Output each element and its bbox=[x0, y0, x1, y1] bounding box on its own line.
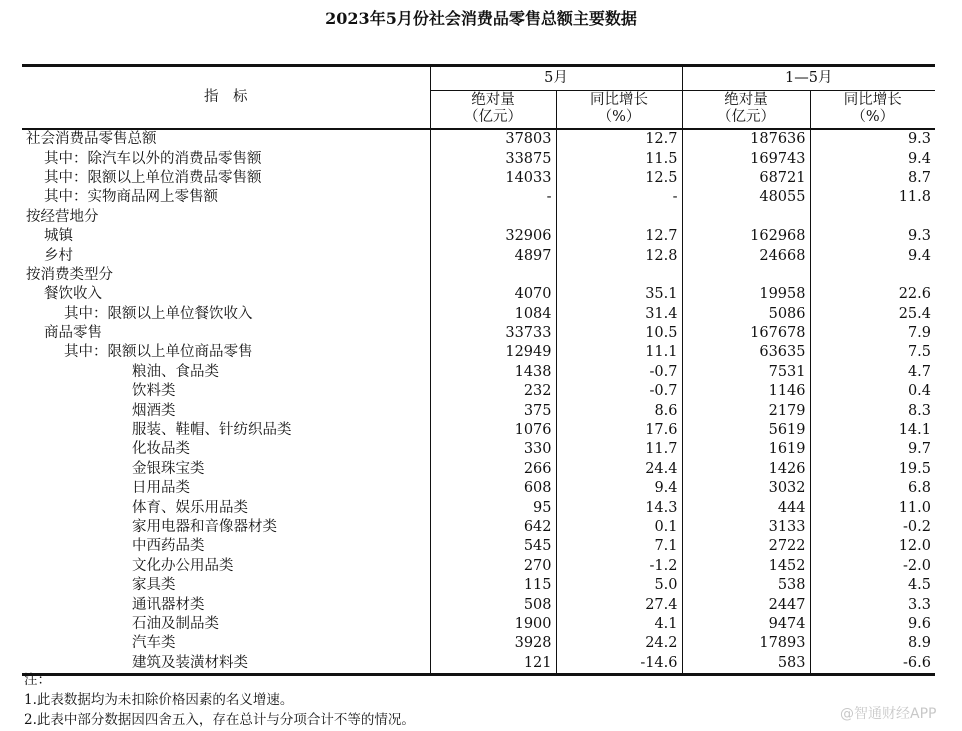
may-yoy-cell: 24.2 bbox=[556, 634, 682, 653]
notes bbox=[24, 670, 415, 730]
table-row bbox=[22, 343, 935, 362]
ytd-yoy-cell: 8.9 bbox=[810, 634, 935, 653]
ytd-yoy-header bbox=[810, 91, 935, 130]
row-label: 体育、娱乐用品类 bbox=[132, 499, 248, 516]
header-line: 绝对量 bbox=[724, 92, 768, 108]
ytd-absolute-cell: 9474 bbox=[682, 615, 810, 634]
may-yoy-cell: -0.7 bbox=[556, 363, 682, 382]
header-unit: （%） bbox=[851, 109, 895, 125]
ytd-yoy-cell: 19.5 bbox=[810, 460, 935, 479]
ytd-yoy-cell: 0.4 bbox=[810, 382, 935, 401]
may-absolute-cell: 121 bbox=[430, 654, 556, 675]
row-label: 其中：除汽车以外的消费品零售额 bbox=[44, 150, 262, 167]
row-label: 家用电器和音像器材类 bbox=[132, 519, 277, 535]
may-absolute-cell: 14033 bbox=[430, 169, 556, 188]
row-label: 饮料类 bbox=[132, 383, 176, 400]
table-row bbox=[22, 208, 935, 227]
may-yoy-cell: 8.6 bbox=[556, 401, 682, 420]
may-absolute-cell: 375 bbox=[430, 401, 556, 420]
ytd-absolute-cell: 1619 bbox=[682, 440, 810, 459]
ytd-yoy-cell bbox=[810, 208, 935, 227]
ytd-absolute-cell: 24668 bbox=[682, 246, 810, 265]
row-label: 商品零售 bbox=[44, 325, 102, 342]
ytd-yoy-cell: 7.5 bbox=[810, 343, 935, 362]
ytd-yoy-cell: 4.5 bbox=[810, 576, 935, 595]
ytd-yoy-cell: 14.1 bbox=[810, 421, 935, 440]
table-row bbox=[22, 227, 935, 246]
table-row bbox=[22, 169, 935, 188]
row-label: 家具类 bbox=[132, 577, 176, 594]
ytd-yoy-cell: -6.6 bbox=[810, 654, 935, 675]
ytd-absolute-cell: 169743 bbox=[682, 149, 810, 168]
ytd-yoy-cell: 8.7 bbox=[810, 169, 935, 188]
may-yoy-cell: -1.2 bbox=[556, 557, 682, 576]
table-row bbox=[22, 421, 935, 440]
ytd-yoy-cell: 3.3 bbox=[810, 595, 935, 614]
table-row bbox=[22, 266, 935, 285]
ytd-yoy-cell: 11.0 bbox=[810, 498, 935, 517]
may-yoy-cell: 14.3 bbox=[556, 498, 682, 517]
note-item: 1.此表数据均为未扣除价格因素的名义增速。 bbox=[24, 692, 294, 708]
table-row bbox=[22, 149, 935, 168]
ytd-yoy-cell: 12.0 bbox=[810, 537, 935, 556]
table-row bbox=[22, 615, 935, 634]
row-label: 服装、鞋帽、针纺织品类 bbox=[132, 422, 292, 439]
table-row bbox=[22, 537, 935, 556]
row-label: 石油及制品类 bbox=[132, 615, 219, 632]
table-row bbox=[22, 595, 935, 614]
page-title: 2023年5月份社会消费品零售总额主要数据 bbox=[325, 9, 637, 28]
table-row bbox=[22, 634, 935, 653]
ytd-yoy-cell: 25.4 bbox=[810, 305, 935, 324]
may-absolute-cell: 508 bbox=[430, 595, 556, 614]
row-label: 汽车类 bbox=[132, 635, 176, 652]
ytd-yoy-cell: -0.2 bbox=[810, 518, 935, 537]
row-label: 文化办公用品类 bbox=[132, 557, 234, 574]
ytd-yoy-cell: 9.4 bbox=[810, 149, 935, 168]
may-absolute-cell: 4070 bbox=[430, 285, 556, 304]
ytd-absolute-cell: 7531 bbox=[682, 363, 810, 382]
table-row bbox=[22, 305, 935, 324]
header-line: 同比增长 bbox=[843, 92, 902, 108]
ytd-absolute-cell: 187636 bbox=[682, 129, 810, 149]
may-absolute-cell: 1084 bbox=[430, 305, 556, 324]
may-yoy-cell: -14.6 bbox=[556, 654, 682, 675]
header-line: 同比增长 bbox=[590, 92, 648, 108]
row-label: 社会消费品零售总额 bbox=[26, 131, 157, 148]
table-row bbox=[22, 382, 935, 401]
may-absolute-cell: 608 bbox=[430, 479, 556, 498]
row-label: 化妆品类 bbox=[132, 441, 190, 458]
table-row bbox=[22, 188, 935, 207]
table-row bbox=[22, 498, 935, 517]
table-row bbox=[22, 246, 935, 265]
row-label: 通讯器材类 bbox=[132, 596, 205, 613]
table-row bbox=[22, 460, 935, 479]
ytd-yoy-cell: 7.9 bbox=[810, 324, 935, 343]
ytd-yoy-cell: 22.6 bbox=[810, 285, 935, 304]
table-row bbox=[22, 576, 935, 595]
row-label: 其中：限额以上单位商品零售 bbox=[64, 344, 253, 361]
may-yoy-cell: 12.7 bbox=[556, 227, 682, 246]
ytd-yoy-cell: 9.3 bbox=[810, 227, 935, 246]
row-label: 粮油、食品类 bbox=[132, 363, 219, 380]
table-row bbox=[22, 557, 935, 576]
jan-may-group-header: 1—5月 bbox=[682, 66, 935, 91]
may-absolute-cell: 32906 bbox=[430, 227, 556, 246]
ytd-absolute-cell: 63635 bbox=[682, 343, 810, 362]
row-label: 餐饮收入 bbox=[44, 286, 102, 303]
ytd-absolute-cell: 1146 bbox=[682, 382, 810, 401]
ytd-yoy-cell: 9.3 bbox=[810, 129, 935, 149]
ytd-absolute-cell: 3133 bbox=[682, 518, 810, 537]
may-absolute-cell bbox=[430, 266, 556, 285]
may-yoy-cell: 24.4 bbox=[556, 460, 682, 479]
ytd-yoy-cell: 6.8 bbox=[810, 479, 935, 498]
notes-heading: 注： bbox=[24, 672, 51, 688]
row-label: 建筑及装潢材料类 bbox=[22, 654, 430, 675]
row-label: 金银珠宝类 bbox=[132, 460, 205, 477]
may-absolute-cell: 270 bbox=[430, 557, 556, 576]
table-row bbox=[22, 440, 935, 459]
row-label: 日用品类 bbox=[132, 480, 190, 497]
table-row bbox=[22, 285, 935, 304]
may-absolute-cell: 642 bbox=[430, 518, 556, 537]
may-yoy-cell: - bbox=[556, 188, 682, 207]
may-absolute-cell: 1438 bbox=[430, 363, 556, 382]
ytd-yoy-cell: -2.0 bbox=[810, 557, 935, 576]
may-yoy-cell bbox=[556, 208, 682, 227]
may-absolute-cell: - bbox=[430, 188, 556, 207]
ytd-yoy-cell bbox=[810, 266, 935, 285]
may-absolute-cell: 266 bbox=[430, 460, 556, 479]
may-absolute-cell: 115 bbox=[430, 576, 556, 595]
ytd-absolute-cell: 167678 bbox=[682, 324, 810, 343]
ytd-absolute-cell: 1426 bbox=[682, 460, 810, 479]
row-label: 其中：限额以上单位餐饮收入 bbox=[64, 305, 253, 322]
ytd-absolute-cell: 583 bbox=[682, 654, 810, 675]
indicator-header: 指 标 bbox=[22, 66, 430, 130]
row-label: 乡村 bbox=[44, 247, 73, 264]
table-row bbox=[22, 363, 935, 382]
may-yoy-cell: 10.5 bbox=[556, 324, 682, 343]
note-item: 2.此表中部分数据因四舍五入，存在总计与分项合计不等的情况。 bbox=[24, 712, 415, 728]
row-label: 按消费类型分 bbox=[26, 266, 113, 283]
row-label: 其中：限额以上单位消费品零售额 bbox=[44, 169, 262, 186]
ytd-yoy-cell: 4.7 bbox=[810, 363, 935, 382]
ytd-yoy-cell: 11.8 bbox=[810, 188, 935, 207]
may-yoy-cell: 7.1 bbox=[556, 537, 682, 556]
may-yoy-cell: 11.5 bbox=[556, 149, 682, 168]
row-label: 中西药品类 bbox=[132, 538, 205, 555]
retail-sales-table bbox=[22, 64, 935, 676]
may-yoy-cell: 11.1 bbox=[556, 343, 682, 362]
may-absolute-cell: 95 bbox=[430, 498, 556, 517]
table-row bbox=[22, 324, 935, 343]
table-row bbox=[22, 479, 935, 498]
header-line: 绝对量 bbox=[471, 92, 515, 108]
table-row bbox=[22, 401, 935, 420]
ytd-absolute-cell: 68721 bbox=[682, 169, 810, 188]
row-label: 城镇 bbox=[44, 228, 73, 245]
may-yoy-header bbox=[556, 91, 682, 130]
may-yoy-cell: 12.5 bbox=[556, 169, 682, 188]
may-absolute-cell: 4897 bbox=[430, 246, 556, 265]
may-absolute-cell: 1900 bbox=[430, 615, 556, 634]
may-absolute-cell: 37803 bbox=[430, 129, 556, 149]
watermark: @智通财经APP bbox=[840, 706, 937, 722]
ytd-absolute-cell: 2179 bbox=[682, 401, 810, 420]
ytd-absolute-cell: 444 bbox=[682, 498, 810, 517]
table-body bbox=[22, 129, 935, 674]
ytd-yoy-cell: 9.6 bbox=[810, 615, 935, 634]
may-yoy-cell: -0.7 bbox=[556, 382, 682, 401]
ytd-absolute-cell: 17893 bbox=[682, 634, 810, 653]
ytd-absolute-cell: 2447 bbox=[682, 595, 810, 614]
may-yoy-cell: 9.4 bbox=[556, 479, 682, 498]
ytd-absolute-cell: 2722 bbox=[682, 537, 810, 556]
may-yoy-cell bbox=[556, 266, 682, 285]
ytd-absolute-cell: 5086 bbox=[682, 305, 810, 324]
ytd-absolute-cell bbox=[682, 266, 810, 285]
ytd-absolute-cell: 19958 bbox=[682, 285, 810, 304]
may-absolute-cell: 232 bbox=[430, 382, 556, 401]
may-yoy-cell: 11.7 bbox=[556, 440, 682, 459]
may-yoy-cell: 12.8 bbox=[556, 246, 682, 265]
header-unit: （亿元） bbox=[464, 109, 522, 125]
table-row bbox=[22, 518, 935, 537]
may-yoy-cell: 17.6 bbox=[556, 421, 682, 440]
may-abs-header bbox=[430, 91, 556, 130]
may-absolute-cell: 33875 bbox=[430, 149, 556, 168]
ytd-absolute-cell: 162968 bbox=[682, 227, 810, 246]
ytd-absolute-cell: 3032 bbox=[682, 479, 810, 498]
may-absolute-cell: 12949 bbox=[430, 343, 556, 362]
table-row bbox=[22, 129, 935, 149]
may-yoy-cell: 0.1 bbox=[556, 518, 682, 537]
may-yoy-cell: 27.4 bbox=[556, 595, 682, 614]
may-yoy-cell: 12.7 bbox=[556, 129, 682, 149]
may-yoy-cell: 5.0 bbox=[556, 576, 682, 595]
ytd-absolute-cell: 1452 bbox=[682, 557, 810, 576]
ytd-abs-header bbox=[682, 91, 810, 130]
row-label: 按经营地分 bbox=[26, 208, 99, 225]
may-absolute-cell: 33733 bbox=[430, 324, 556, 343]
may-absolute-cell bbox=[430, 208, 556, 227]
header-unit: （%） bbox=[597, 109, 641, 125]
header-unit: （亿元） bbox=[717, 109, 775, 125]
may-yoy-cell: 4.1 bbox=[556, 615, 682, 634]
row-label: 烟酒类 bbox=[132, 402, 176, 419]
ytd-absolute-cell bbox=[682, 208, 810, 227]
ytd-absolute-cell: 538 bbox=[682, 576, 810, 595]
ytd-yoy-cell: 9.7 bbox=[810, 440, 935, 459]
may-yoy-cell: 31.4 bbox=[556, 305, 682, 324]
ytd-absolute-cell: 5619 bbox=[682, 421, 810, 440]
may-absolute-cell: 545 bbox=[430, 537, 556, 556]
may-absolute-cell: 330 bbox=[430, 440, 556, 459]
row-label: 其中：实物商品网上零售额 bbox=[44, 189, 218, 206]
ytd-yoy-cell: 8.3 bbox=[810, 401, 935, 420]
may-group-header: 5月 bbox=[430, 66, 682, 91]
may-absolute-cell: 3928 bbox=[430, 634, 556, 653]
ytd-absolute-cell: 48055 bbox=[682, 188, 810, 207]
may-yoy-cell: 35.1 bbox=[556, 285, 682, 304]
may-absolute-cell: 1076 bbox=[430, 421, 556, 440]
ytd-yoy-cell: 9.4 bbox=[810, 246, 935, 265]
